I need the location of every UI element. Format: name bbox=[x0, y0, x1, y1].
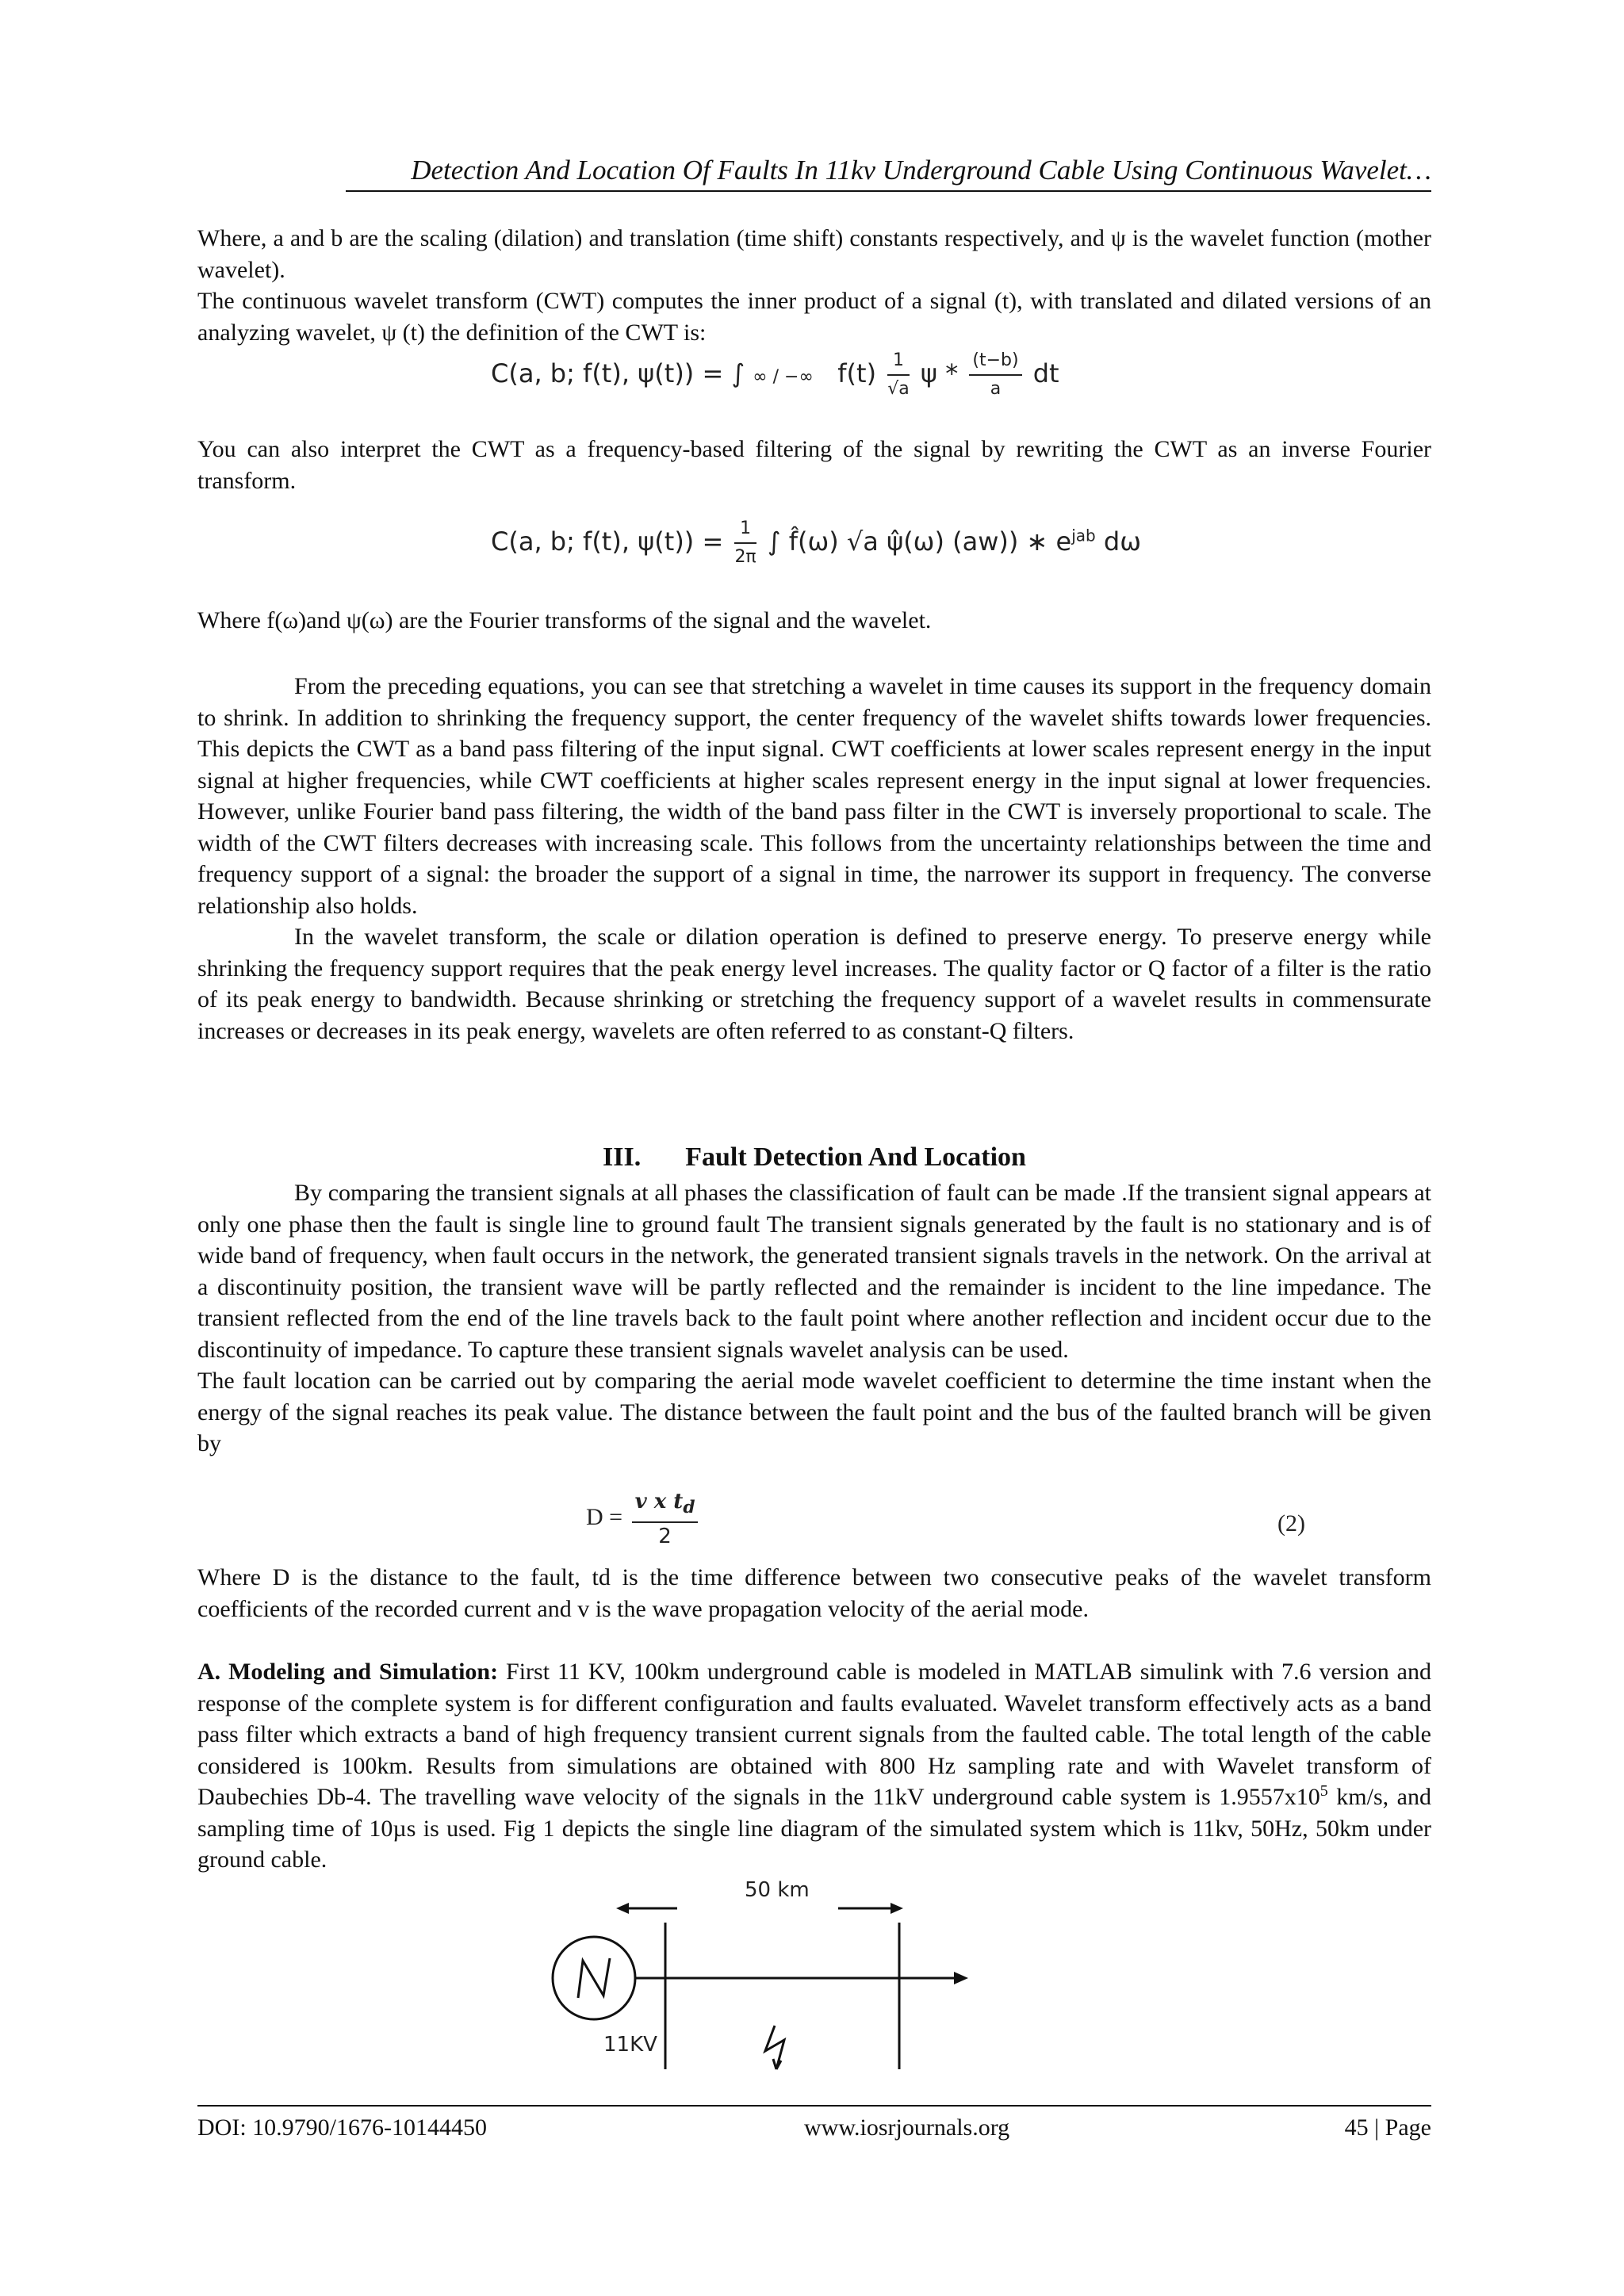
para-4: Where f(ω)and ψ(ω) are the Fourier transforms of the signal and the wavelet. bbox=[197, 607, 932, 633]
eq1-lhs: C(a, b; f(t), ψ(t)) = ∫ bbox=[491, 358, 745, 388]
header-rule bbox=[346, 190, 1431, 192]
eq1-mid: ψ * bbox=[920, 358, 959, 388]
eq2-frac bbox=[734, 515, 756, 571]
para-3-block bbox=[197, 434, 1431, 496]
running-header: Detection And Location Of Faults In 11kv Underground Cable Using Continuous Wavelet… bbox=[411, 155, 1431, 186]
section-number: III. bbox=[603, 1142, 642, 1172]
para-10 bbox=[197, 1656, 1431, 1876]
eq1-frac2-den: a bbox=[990, 379, 1002, 399]
eq2-exp: jab bbox=[1071, 526, 1096, 545]
para-9: Where D is the distance to the fault, td is the time difference between two consecutive peaks of the wavelet transform coefficients of the recorded current and v is the wave propagation velocity of the aerial mode. bbox=[197, 1564, 1431, 1622]
para-5: From the preceding equations, you can see that stretching a wavelet in time causes its support in the frequency domain to shrink. In addition to shrinking the frequency support, the center frequency of the wavelet shifts towards lower frequencies. This depicts the CWT as a band pass filtering of the input signal. CWT coefficients at lower scales represent energy in the input signal at higher frequencies, while CWT coefficients at higher scales represent energy in the input signal at lower frequencies. However, unlike Fourier band pass filtering, the width of the band pass filter in the CWT is inversely proportional to scale. The width of the CWT filters decreases with increasing scale. This follows from the uncertainty relationships between the time and frequency support of a signal: the broader the support of a signal in time, the narrower its support in frequency. The converse relationship also holds. bbox=[197, 673, 1431, 919]
para-1: Where, a and b are the scaling (dilation) and translation (time shift) constants respectively, and ψ is the wavelet function (mother wavelet). bbox=[197, 225, 1431, 283]
para-10-block bbox=[197, 1656, 1431, 1876]
eq3-num bbox=[632, 1488, 699, 1523]
eq1-frac1-den: √a bbox=[887, 379, 910, 399]
cable-arrow-head bbox=[954, 1972, 968, 1984]
footer-rule bbox=[197, 2105, 1431, 2107]
eq2-lhs: C(a, b; f(t), ψ(t)) = bbox=[491, 526, 724, 557]
eq1-integrand: f(t) bbox=[837, 358, 877, 388]
section-title: Fault Detection And Location bbox=[685, 1142, 1026, 1172]
para-3: You can also interpret the CWT as a frequency-based filtering of the signal by rewriting the CWT as an inverse Fourier transform. bbox=[197, 436, 1431, 494]
equation-distance bbox=[586, 1488, 701, 1550]
ac-source-icon bbox=[553, 1937, 635, 2019]
eq3-num-text: v x t bbox=[634, 1490, 684, 1513]
para-5-6-block bbox=[197, 671, 1431, 1047]
para-7-8-block bbox=[197, 1177, 1431, 1460]
footer-site: www.iosrjournals.org bbox=[804, 2114, 1010, 2141]
eq1-frac2 bbox=[969, 347, 1021, 403]
eq2-tail: dω bbox=[1103, 526, 1141, 557]
para-10-text-a: First 11 KV, 100km underground cable is modeled in MATLAB simulink with 7.6 version and response of the complete system is for different configuration and faults evaluated. Wavelet transform effectively acts as a band pass filter which extracts a band of high frequency transient current signals from the faulted cable. The total length of the cable considered is 100km. Results from simulations are obtained with 800 Hz sampling rate and with Wavelet transform of Daubechies Db-4. The travelling wave velocity of the signals in the 11kV underground cable system is 1.9557x10 bbox=[197, 1659, 1431, 1810]
para-8: The fault location can be carried out by comparing the aerial mode wavelet coefficient to determine the time instant when the energy of the signal reaches its peak value. The distance between the fault point and the bus of the faulted branch will be given by bbox=[197, 1368, 1431, 1456]
para-6: In the wavelet transform, the scale or dilation operation is defined to preserve energy. To preserve energy while shrinking the frequency support requires that the peak energy level increases. The quality factor or Q factor of a filter is the ratio of its peak energy to bandwidth. Because shrinking or stretching the frequency support of a wavelet results in commensurate increases or decreases in its peak energy, wavelets are often referred to as constant-Q filters. bbox=[197, 924, 1431, 1044]
para-7: By comparing the transient signals at all phases the classification of fault can be made .If the transient signal appears at only one phase then the fault is single line to ground fault The transient signals generated by the fault is no stationary and is of wide band of frequency, when fault occurs in the network, the generated transient signals travels in the network. On the arrival at a discontinuity position, the transient wave will be partly reflected and the remainder is incident to the line impedance. The transient reflected from the end of the line travels back to the fault point where another reflection and incident occur due to the discontinuity of impedance. To capture these transient signals wavelet analysis can be used. bbox=[197, 1180, 1431, 1363]
fault-icon bbox=[765, 2026, 784, 2069]
eq3-num-sub: d bbox=[683, 1498, 695, 1518]
section-heading bbox=[197, 1140, 1431, 1175]
eq2-body: ∫ f̂(ω) √a ψ̂(ω) (aw)) ∗ e bbox=[767, 526, 1072, 557]
distance-label: 50 km bbox=[745, 1878, 810, 1902]
equation-cwt-inverse-fourier bbox=[491, 515, 1141, 571]
distance-arrow-left bbox=[616, 1903, 677, 1914]
eq1-tail: dt bbox=[1032, 358, 1059, 388]
para-wavelet-constants bbox=[197, 223, 1431, 348]
eq3-label: (2) bbox=[1277, 1510, 1305, 1536]
single-line-diagram bbox=[546, 1867, 1308, 2081]
eq3-lhs: D = bbox=[586, 1503, 623, 1530]
para-10-lead: A. Modeling and Simulation: bbox=[197, 1659, 499, 1685]
footer-doi: DOI: 10.9790/1676-10144450 bbox=[197, 2114, 487, 2141]
para-4-block bbox=[197, 605, 1431, 637]
eq3-frac bbox=[632, 1488, 699, 1550]
eq2-frac-num: 1 bbox=[734, 515, 756, 544]
source-label: 11KV bbox=[603, 2033, 657, 2057]
eq1-frac1 bbox=[887, 347, 910, 403]
para-9-block bbox=[197, 1562, 1431, 1624]
para-10-sup: 5 bbox=[1320, 1782, 1328, 1800]
equation-cwt-definition bbox=[491, 347, 1059, 403]
eq1-frac2-num: (t−b) bbox=[969, 347, 1021, 376]
eq2-frac-den: 2π bbox=[734, 547, 756, 567]
para-10-text-b: km/s, and sampling time of 10µs is used. Fig 1 depicts the single line diagram of the simulated system which is 11kv, 50Hz, 50km under ground cable. bbox=[197, 1784, 1431, 1873]
para-2: The continuous wavelet transform (CWT) computes the inner product of a signal (t), with translated and dilated versions of an analyzing wavelet, ψ (t) the definition of the CWT is: bbox=[197, 288, 1431, 346]
eq1-frac1-num: 1 bbox=[887, 347, 910, 376]
footer-page: 45 | Page bbox=[1344, 2114, 1431, 2141]
eq3-den: 2 bbox=[658, 1525, 672, 1549]
eq1-limits: ∞ / −∞ bbox=[753, 367, 814, 387]
distance-arrow-right bbox=[838, 1903, 903, 1914]
